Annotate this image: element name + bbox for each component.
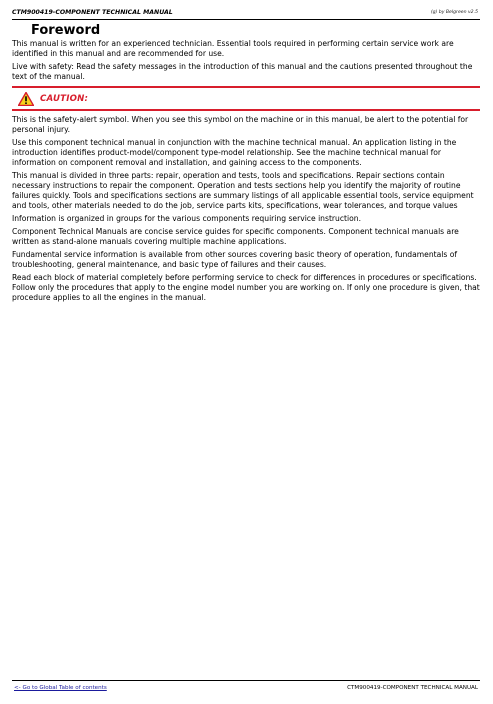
warning-triangle-icon [18, 92, 34, 106]
page-header [12, 6, 480, 20]
body-paragraph: Use this component technical manual in conjunction with the machine technical manual. An application listing in the introduction identifies product-model/component type-model relationship. See the machine technical manual for information on component removal and installation, and gaining access to the components. [12, 138, 457, 167]
caution-bottom-rule [12, 109, 480, 111]
header-version: (g) by Belgreen v2.5 [430, 10, 478, 15]
body-paragraph: Information is organized in groups for the various components requiring service instruction. [12, 214, 361, 223]
caution-label: CAUTION: [40, 93, 89, 104]
body-paragraph: This is the safety-alert symbol. When you see this symbol on the machine or in this manual, be alert to the potential for personal injury. [12, 115, 469, 134]
caution-block [12, 86, 480, 111]
body-paragraph: Component Technical Manuals are concise service guides for specific components. Component technical manuals are written as stand-alone manuals covering multiple machine applications. [12, 227, 459, 246]
intro-paragraph: Live with safety: Read the safety messages in the introduction of this manual and the cautions presented throughout the text of the manual. [12, 62, 473, 81]
global-toc-link[interactable]: <- Go to Global Table of contents [14, 685, 107, 691]
body-paragraph: Fundamental service information is available from other sources covering basic theory of operation, fundamentals of troubleshooting, general maintenance, and basic type of failures and their causes. [12, 250, 458, 269]
intro-paragraph: This manual is written for an experienced technician. Essential tools required in performing certain service work are identified in this manual and are recommended for use. [12, 39, 454, 58]
footer-manual-title: CTM900419-COMPONENT TECHNICAL MANUAL [347, 685, 478, 691]
page-footer [12, 680, 480, 691]
body-paragraph: This manual is divided in three parts: repair, operation and tests, tools and specifications. Repair sections contain necessary instructions to repair the component. Operation and tests sections help you identify the majority of routine failures quickly. Tools and specifications sections are summary listings of all applicable essential tools, service equipment and tools, other materials needed to do the job, service parts kits, specifications, wear tolerances, and torque values [12, 171, 474, 210]
page-title: Foreword [31, 23, 101, 38]
document-page [12, 6, 480, 306]
header-title: CTM900419-COMPONENT TECHNICAL MANUAL [12, 9, 173, 16]
body-paragraph: Read each block of material completely before performing service to check for differences in procedures or specifications. Follow only the procedures that apply to the engine model number you are working on. If only one procedure is given, that procedure applies to all the engines in the manual. [12, 273, 480, 302]
